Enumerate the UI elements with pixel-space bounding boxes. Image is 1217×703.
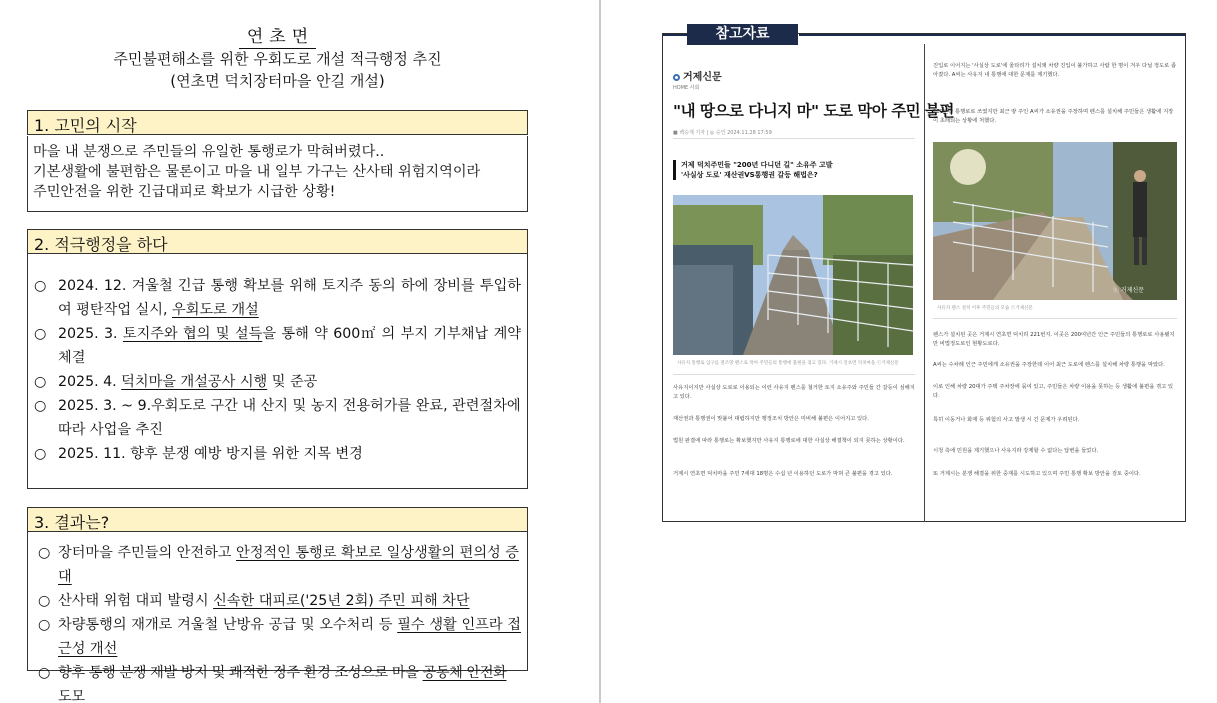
department-name: 연초면 [0,22,555,47]
news-photo-fence [673,195,913,355]
section-1-line: 기본생활에 불편함은 물론이고 마을 내 일부 가구는 산사태 위험지역이라 [33,164,481,180]
news-photo-resident [933,142,1177,300]
news-headline: "내 땅으로 다니지 마" 도로 막아 주민 불편 [673,102,954,120]
bullet-circle-icon: ○ [34,446,47,462]
article-paragraph: 200년간 통행로로 쓰였지만 최근 땅 주인 A씨가 소유권을 주장하며 펜스를 설치해 주민들은 생활에 지장이 초래되는 상황에 처했다. [933,109,1174,124]
byline-rule [673,138,915,139]
action-item: ○ 2025. 3. ~ 9.우회도로 구간 내 산지 및 농지 전용허가를 완료, 관련절차에 따라 사업을 추진 [34,394,521,442]
section-2-heading: 2. 적극행정을 하다 [27,229,528,254]
newspaper-logo: 거제신문 [673,68,722,83]
news-clipping [662,33,1186,522]
result-item: ○ 장터마을 주민들의 안전하고 안정적인 통행로 확보로 일상생활의 편의성 증대 [38,541,521,589]
bullet-circle-icon: ○ [38,665,50,681]
bullet-circle-icon: ○ [34,398,47,414]
bullet-circle-icon: ○ [34,326,47,342]
result-item: ○ 향후 통행 분쟁 재발 방지 및 쾌적한 정주 환경 조성으로 마을 공동체 안전화 도모 [38,661,521,703]
caption-rule [673,374,915,375]
section-1-heading: 1. 고민의 시작 [27,110,528,135]
page-divider [599,0,601,703]
article-paragraph: 진입로 이어지는 '사실상 도로'에 울타리가 설치돼 차량 진입이 불가하고 사람 한 명이 겨우 다닐 정도로 좁아졌다. A씨는 사유지 내 통행에 대한 문제를 제기했다. [933,63,1177,78]
bullet-circle-icon: ○ [38,545,51,561]
reference-label: 참고자료 [687,24,798,45]
section-1-line: 주민안전을 위한 긴급대피로 확보가 시급한 상황! [33,184,336,200]
bullet-circle-icon: ○ [34,278,47,294]
section-1-body [27,136,528,212]
action-item: ○ 2025. 4. 덕치마을 개설공사 시행 및 준공 [34,370,521,394]
photo-watermark: ⓒ 거제신문 [1113,287,1145,294]
section-2-body [27,254,528,489]
section-3-heading: 3. 결과는? [27,507,528,532]
bullet-circle-icon: ○ [38,593,51,609]
report-title: 주민불편해소를 위한 우회도로 개설 적극행정 추진 [113,50,442,68]
action-item: ○ 2024. 12. 겨울철 긴급 통행 확보를 위해 토지주 동의 하에 장비를 투입하여 평탄작업 실시, 우회도로 개설 [34,274,521,322]
bullet-circle-icon: ○ [34,374,47,390]
caption-rule [933,318,1177,319]
article-paragraph: 이로 인해 차량 20대가 주택 주차장에 묶여 있고, 주민들은 차량 이용을 못하는 등 생활에 불편을 겪고 있다. [933,384,1174,399]
action-item: ○ 2025. 11. 향후 분쟁 예방 방지를 위한 지목 변경 [34,442,521,466]
result-item: ○ 차량통행의 재개로 겨울철 난방유 공급 및 오수처리 등 필수 생활 인프라 접근성 개선 [38,613,521,661]
report-subtitle: (연초면 덕치장터마을 안길 개설) [170,72,385,90]
article-paragraph: 재산권과 통행권이 맞붙어 대립하지만 행정조치 방안은 미비해 불편은 이어지고 있다. [673,416,869,422]
section-1-line: 마을 내 분쟁으로 주민들의 유일한 통행로가 막혀버렸다.. [33,144,385,160]
article-paragraph: 시청 측에 민원을 제기했으나 사유지라 강제할 수 없다는 답변을 들었다. [933,448,1099,454]
newspaper-nav: HOME 사회 [673,85,700,91]
article-paragraph: 사유지이지만 사실상 도로로 이용되는 이런 사유지 펜스를 철거한 토지 소유주와 주민들 간 갈등이 심해지고 있다. [673,385,915,400]
section-3-body [27,532,528,703]
photo-2-caption: 사유지 펜스 설치 이후 주민들의 모습 ⓒ거제신문 [937,306,1033,311]
report-page [0,0,600,703]
logo-icon [673,74,680,81]
article-paragraph: A씨는 수차례 인근 주민에게 소유권을 주장한데 이어 최근 도로에 펜스를 설치해 차량 통행을 막았다. [933,362,1165,368]
news-deck: 거제 덕치주민들 "200년 다니던 길" 소유주 고발 '사실상 도로' 재산권VS통행권 갈등 해법은? [673,160,915,180]
action-item: ○ 2025. 3. 토지주와 협의 및 설득을 통해 약 600㎡ 의 부지 기부채납 계약 체결 [34,322,521,370]
article-paragraph: 또 거제시는 분쟁 해결을 위한 중재를 시도하고 있으며 주민 통행 확보 방안을 검토 중이다. [933,471,1141,477]
photo-1-caption: 사유지 통행로 입구를 철조망 펜스로 막아 주민들의 통행에 불편을 겪고 있다. 거제시 연초면 덕치마을 ⓒ거제신문 [677,361,899,366]
article-paragraph: 법원 판결에 따라 통행로는 확보했지만 사유지 통행로에 대한 사실상 해결책이 되지 못하는 상황이다. [673,438,905,444]
article-paragraph: 거제시 연초면 덕치마을 주민 7세대 18명은 수십 년 이용하던 도로가 막혀 큰 불편을 겪고 있다. [673,471,893,477]
article-paragraph: 펜스가 설치된 곳은 거제시 연초면 덕치리 221번지. 이곳은 200여년간 인근 주민들의 통행로로 사용됐지만 비법정도로인 현황도로다. [933,332,1175,347]
news-byline: ■ 백승재 기자 | ◎ 승인 2024.11.28 17:59 [673,130,772,136]
bullet-circle-icon: ○ [38,617,51,633]
result-item: ○ 산사태 위험 대피 발령시 신속한 대피로('25년 2회) 주민 피해 차단 [38,589,521,613]
article-paragraph: 특히 이동거나 화재 등 위험의 사고 발생 시 긴 문제가 우려된다. [933,417,1080,423]
